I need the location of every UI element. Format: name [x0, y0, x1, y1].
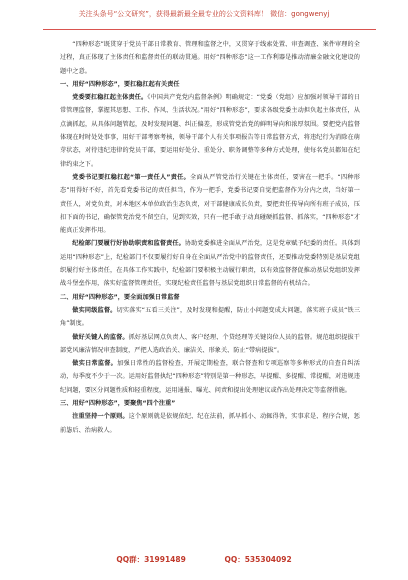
body-paragraph [60, 171, 360, 237]
section-heading: 二、用好“四种形态”，要全面加强日常监督 [60, 293, 180, 301]
paragraph-text: 《中国共产党党内监督条例》明确规定：“党委（党组）应加强对领导干部的日常管理监督，掌握其思想、工作、作风、生活状况。”用好“四种形态”，要求各级党委主动担负起主体责任，从点滴抓起，从具体问题管起，及时发现问题、纠正偏差，形成管党治党的鲜明导向和浓厚氛围。要把党内监督体现在时时处处事事，用好干部考察考核，领导干部个人有关事项报告等日常监督方式，将违纪行为消除在萌芽状态，对待违纪违律的党员干部，要运用好处分、重处分、职务调整等多种方式处理，使每名党员都知在纪律约束之下。 [60, 94, 360, 168]
body-paragraph [60, 237, 360, 290]
paragraph-lead: 纪检部门要履行好协助职责和监督责任。 [72, 240, 185, 248]
page-header: 关注头条号“公文研究”，获得最新最全最专业的公文资料库！ 微信：gongwenyj [78, 10, 330, 18]
body-paragraph [60, 357, 360, 397]
paragraph-text: “四种形态”既贯穿于党员干部日常教育、管理和监督之中，又贯穿于线索处置、审查调查、案件审理的全过程，真正体现了主体责任和监督责任的联动贯通。用好“四种形态”这一工作利器是推动清廉金融文化建设的题中之意。 [60, 41, 360, 75]
paragraph-lead: 党委书记要扛稳扛起“第一责任人”责任。 [72, 173, 190, 181]
document-body [60, 38, 360, 437]
paragraph-lead: 注重坚持一个原则。 [72, 413, 129, 421]
paragraph-text: 切实落实“五看三关注”，及时发现和提醒，防止小问题变成大问题，落实班子成员“铁三角”制度。 [60, 306, 361, 328]
section-heading: 一、用好“四种形态”，要扛稳扛起有关责任 [60, 80, 180, 88]
section-heading: 三、用好“四种形态”，要聚焦“四个注重” [60, 400, 176, 408]
paragraph-lead: 党委要扛稳扛起主体责任。 [72, 94, 148, 102]
body-paragraph [60, 91, 360, 171]
paragraph-text: 抓好基层网点负责人、客户经理、个贷经理等关键岗位人员的监督。规范组织提拔干部党风廉洁情况审查制度，严把人选政治关、廉洁关、形象关、防止“带病提拔”。 [60, 333, 361, 354]
body-paragraph [60, 331, 360, 358]
body-paragraph [60, 38, 360, 78]
paragraph-lead: 做好关键人的监督。 [72, 333, 129, 341]
page-footer [0, 554, 408, 570]
paragraph-text: 这个原则就是依规依纪、纪在法前，抓早抓小、动辄得咎，实事求是、程序合规，惩前毖后、治病救人。 [60, 413, 361, 434]
paragraph-text: 协助党委推进全面从严治党，这是党章赋予纪委的责任。具体到运用“四种形态”上，纪检部门不仅要履行好自身在全面从严治党中的监督责任，还要推动党委特别是基层党组织履行好主体责任，在具体工作实践中，纪检部门要积极主动履行职责，以有效监督督促推动基层党组织发挥战斗堡垒作用，落实好监督管理责任，实现纪检责任监督与基层党组织日常监督的有机结合。 [60, 240, 360, 288]
paragraph-lead: 做实日常监督。 [72, 360, 118, 368]
footer-qq-group: QQ群：31991489 [116, 555, 186, 564]
paragraph-text: 全面从严管党治行关键在主体责任，要害在一把手。“四种形态”用得好不好，首先看党委书记的责任担当，作为一把手，党委书记要自觉把监督作为分内之责，当好第一责任人，对党负责，对本地区本单位政治生态负责，对干部健康成长负责，要把责任传导向所有班子成员，压扣下面的书记，确保管党治党不留空白，见到实效，只有一把手敢于动真碰硬抓监督、抓落实，“四种形态”才能真正发挥作用。 [60, 173, 360, 235]
body-paragraph [60, 410, 360, 437]
paragraph-text: 加强日常性的监督检查，开展定期检查，联合督查和专项巡察等多种形式的自查自纠活动，每季度不少于一次。运用好监督执纪“四种形态”特别是第一种形态，早提醒、多提醒、常提醒，对违规违纪问题，要区分问题性质和轻重程度，运用通报、曝光、问责和提出处理建议或作出处理决定等监督措施。 [60, 360, 361, 394]
header-divider [43, 29, 376, 30]
paragraph-lead: 做实同级监督。 [72, 306, 117, 314]
footer-qq: QQ：535304092 [224, 555, 292, 564]
body-paragraph [60, 304, 360, 331]
